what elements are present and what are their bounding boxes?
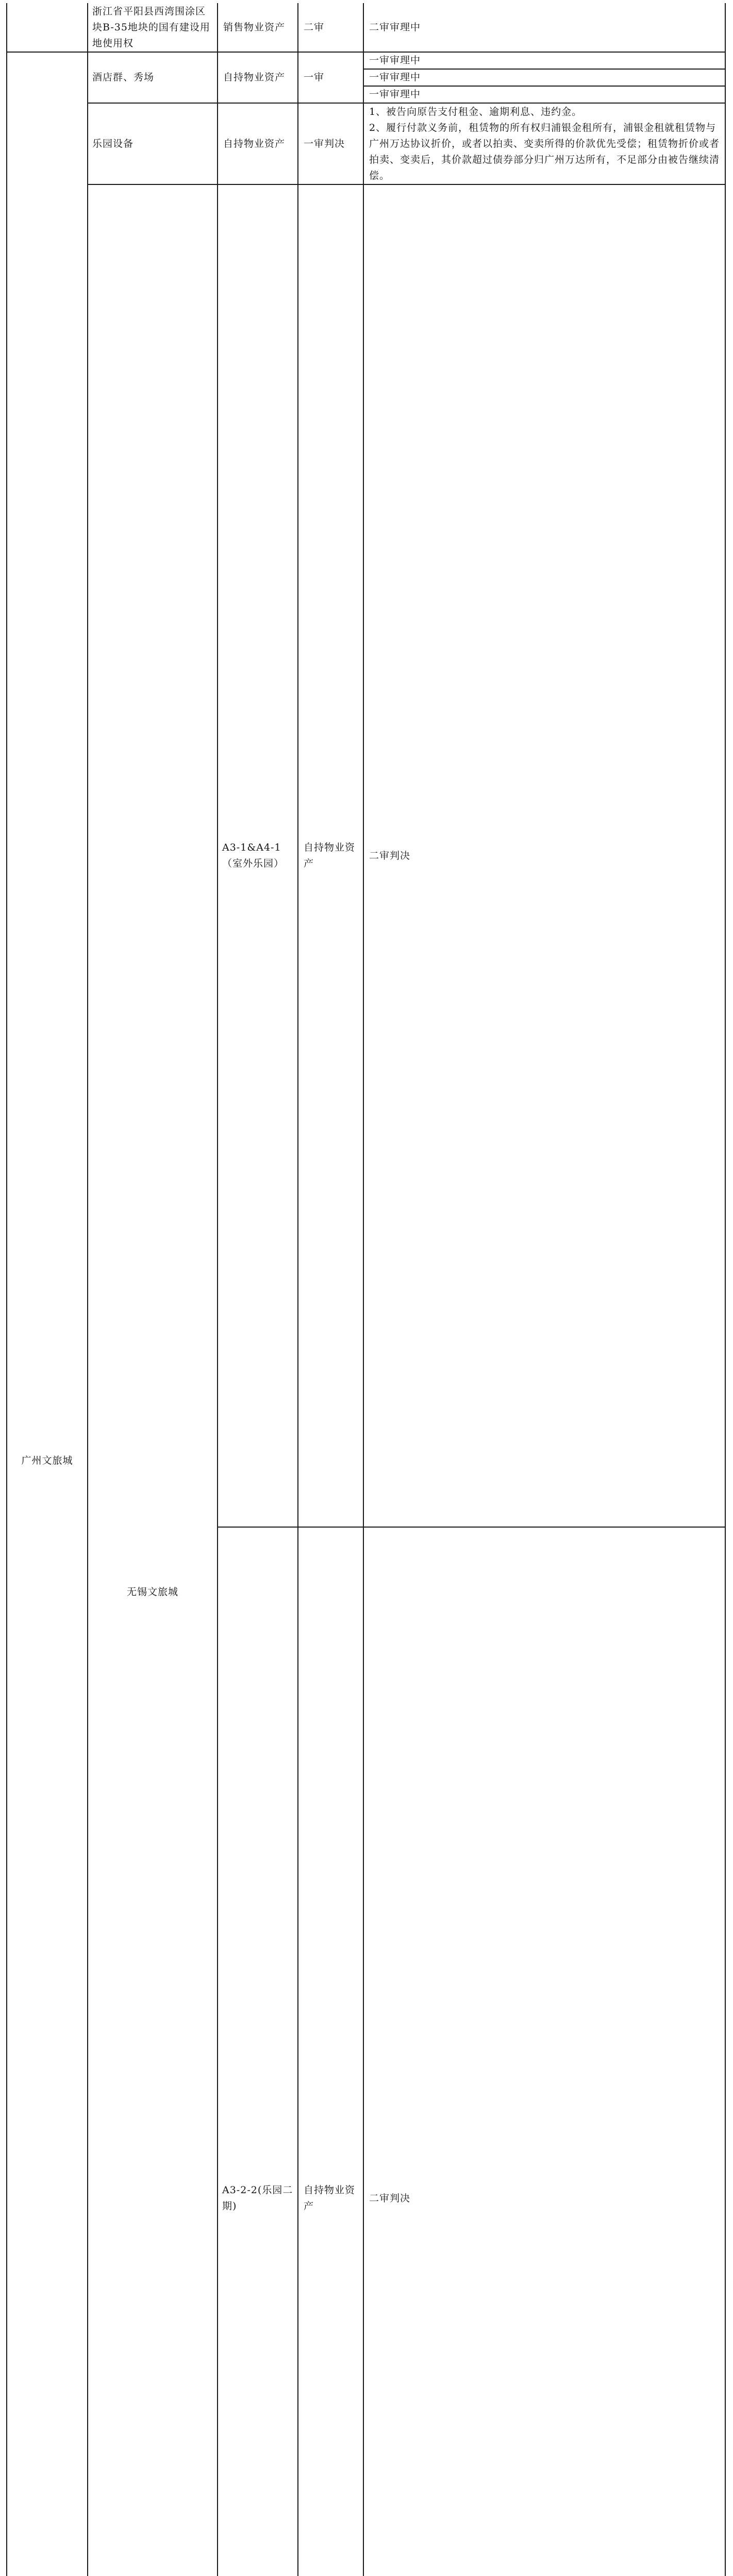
detail-paragraph: 1、被告向原告支付租金、逾期利息、违约金。 (369, 106, 582, 117)
property-type-cell: 自持物业资产 (298, 1527, 363, 2576)
property-type-cell: 自持物业资产 (218, 52, 298, 103)
detail-paragraph: 2、履行付款义务前，租赁物的所有权归浦银金租所有，浦银金租就租赁物与广州万达协议折价，或者以拍卖、变卖所得的价款优先受偿；租赁物折价或者拍卖、变卖后，其价款超过债券部分归广州万达所有，不足部分由被告继续清偿。 (369, 122, 720, 181)
stage-cell: 二审 (298, 3, 363, 52)
asset-cell: A3-2-2(乐园二期) (218, 1527, 298, 2576)
asset-cell: A3-1&A4-1（室外乐园） (218, 184, 298, 1527)
stage-cell: 二审判决 (363, 184, 725, 1527)
detail-cell: 一审审理中 (363, 86, 725, 103)
table-row (7, 52, 725, 69)
property-type-cell: 销售物业资产 (218, 3, 298, 52)
stage-cell: 二审判决 (363, 1527, 725, 2576)
asset-cell: 酒店群、秀场 (88, 52, 218, 103)
table-row (7, 3, 725, 52)
table-row (7, 184, 725, 1527)
detail-cell (363, 103, 725, 184)
property-type-cell: 自持物业资产 (218, 103, 298, 184)
table-row (7, 103, 725, 184)
city-cell (7, 3, 88, 52)
asset-cell: 浙江省平阳县西湾围涂区块B-35地块的国有建设用地使用权 (88, 3, 218, 52)
litigation-table (6, 3, 726, 2576)
city-cell-guangzhou: 广州文旅城 (7, 52, 88, 2576)
stage-cell: 一审判决 (298, 103, 363, 184)
stage-cell: 一审 (298, 52, 363, 103)
property-type-cell: 自持物业资产 (298, 184, 363, 1527)
asset-cell: 乐园设备 (88, 103, 218, 184)
detail-cell: 二审审理中 (363, 3, 725, 52)
detail-cell: 一审审理中 (363, 52, 725, 69)
detail-cell: 一审审理中 (363, 69, 725, 86)
city-cell-wuxi: 无锡文旅城 (88, 184, 218, 2576)
